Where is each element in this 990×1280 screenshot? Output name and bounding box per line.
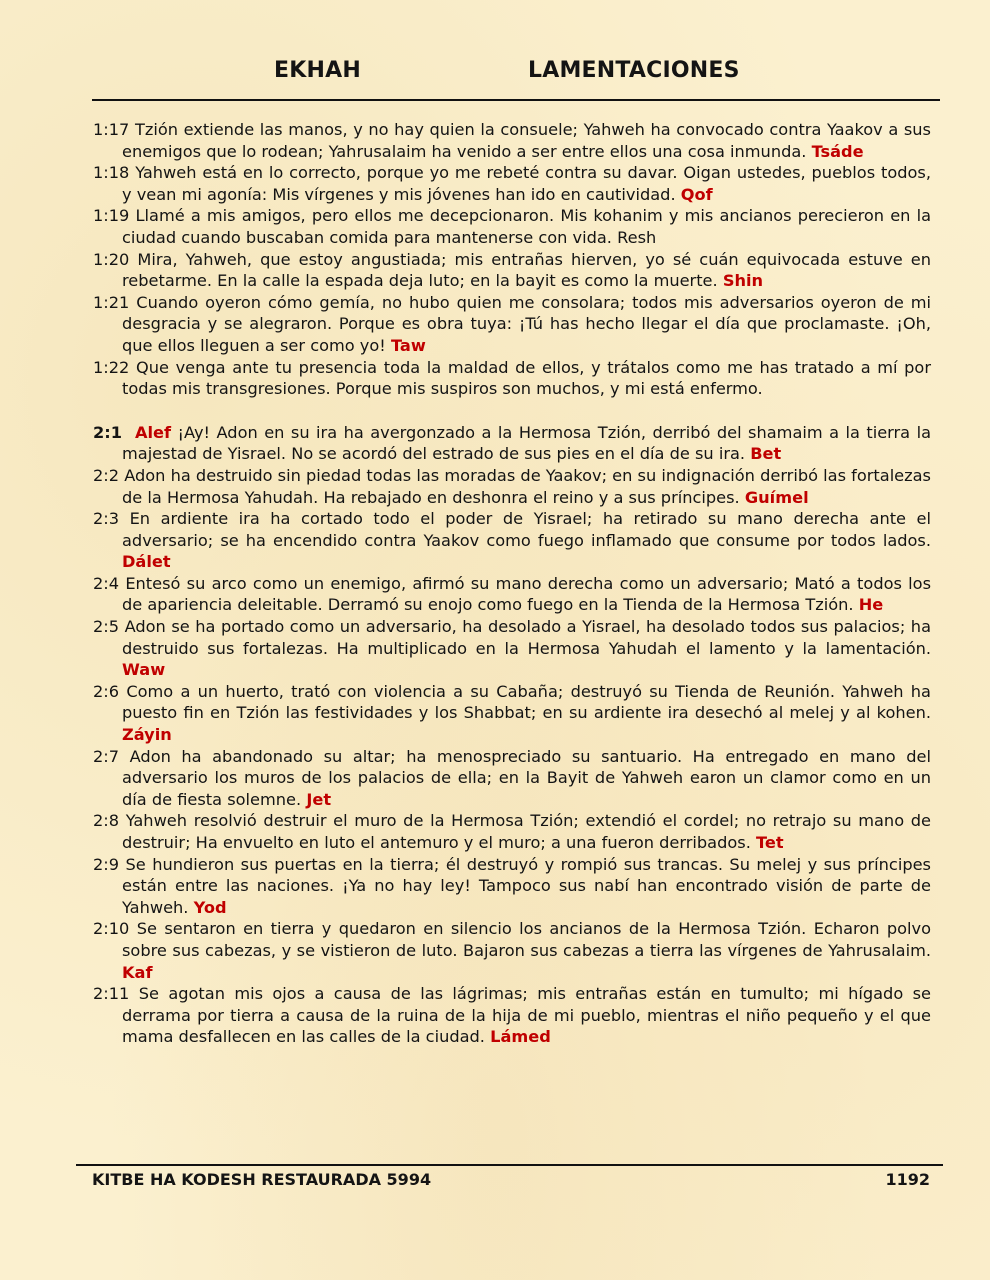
hebrew-letter: He [858,595,884,615]
verse [93,508,931,573]
hebrew-letter: Tsáde [811,141,864,161]
hebrew-letter-opening: Alef [134,422,172,442]
verse-text: Entesó su arco como un enemigo, afirmó su mano derecha como un adversario; Mató a todos los de apariencia deleitable. Derramó su enojo como fuego en la Tienda de la Hermosa Tzión. [122,573,931,615]
verse [93,573,931,616]
footer-rule [76,1164,943,1166]
verse [93,292,931,357]
verse [93,465,931,508]
verse-ref: 2:7 [93,746,120,766]
page-footer [92,1170,930,1194]
footer-book-name: KITBE HA KODESH RESTAURADA 5994 [92,1170,432,1189]
verse-text: Se agotan mis ojos a causa de las lágrimas; mis entrañas están en tumulto; mi hígado se derrama por tierra a causa de la ruina de la hija de mi pueblo, mientras el niño pequeño y el que mama desfallecen en las calles de la ciudad. [122,984,931,1047]
verse [93,249,931,292]
verse-ref: 2:5 [93,617,120,637]
verse [93,616,931,681]
hebrew-letter: Waw [122,660,166,680]
verse-text: Adon ha destruido sin piedad todas las moradas de Yaakov; en su indignación derribó las fortalezas de la Hermosa Yahudah. Ha rebajado en deshonra el reino y a sus príncipes. [122,465,931,507]
hebrew-letter: Shin [722,271,764,291]
verse-text: Mira, Yahweh, que estoy angustiada; mis entrañas hierven, yo sé cuán equivocada estuve en rebetarme. En la calle la espada deja luto; en la bayit es como la muerte. [122,249,931,291]
verse-ref: 2:2 [93,465,120,485]
verse [93,746,931,811]
verse-ref: 2:6 [93,681,120,701]
verse [93,854,931,919]
verse [93,162,931,205]
hebrew-letter: Dálet [122,552,171,572]
hebrew-letter: Qof [680,184,713,204]
verse-ref: 2:1 [93,422,122,442]
verse [93,681,931,746]
verse [93,422,931,465]
verse-text: Que venga ante tu presencia toda la maldad de ellos, y trátalos como me has tratado a mí por todas mis transgresiones. Porque mis suspiros son muchos, y mi está enfermo. [122,357,931,399]
verse-text: Se hundieron sus puertas en la tierra; él destruyó y rompió sus trancas. Su melej y sus príncipes están entre las naciones. ¡Ya no hay ley! Tampoco sus nabí han encontrado visión de parte de Yahweh. [122,854,931,917]
verse-text: Se sentaron en tierra y quedaron en silencio los ancianos de la Hermosa Tzión. Echaron polvo sobre sus cabezas, y se vistieron de luto. Bajaron sus cabezas a tierra las vírgenes de Yahrusalaim. [122,919,931,960]
verse-ref: 1:17 [93,120,130,139]
scripture-text [93,119,931,1048]
verse-ref: 1:20 [93,249,130,269]
verse-ref: 2:3 [93,509,120,529]
verse-text: Adon se ha portado como un adversario, ha desolado a Yisrael, ha desolado todos sus palacios; ha destruido sus fortalezas. Ha multiplicado en la Hermosa Yahudah el lamento y la lamentación. [122,617,931,658]
verse-ref: 1:21 [93,292,130,312]
verse-text: Adon ha abandonado su altar; ha menospreciado su santuario. Ha entregado en mano del adversario los muros de los palacios de ella; en la Bayit de Yahweh earon un clamor como en un día de fiesta solemne. [122,746,931,809]
verse-text: Cuando oyeron cómo gemía, no hubo quien me consolara; todos mis adversarios oyeron de mi desgracia y se alegraron. Porque es obra tuya: ¡Tú has hecho llegar el día que proclamaste. ¡Oh, que ellos lleguen a ser como yo! [122,292,931,355]
verse-text: Tzión extiende las manos, y no hay quien la consuele; Yahweh ha convocado contra Yaakov a sus enemigos que lo rodean; Yahrusalaim ha venido a ser entre ellos una cosa inmunda. [122,120,931,161]
hebrew-letter: Lámed [490,1027,551,1047]
verse [93,357,931,400]
hebrew-letter: Kaf [122,962,153,982]
hebrew-letter: Záyin [122,725,172,745]
verse-text: En ardiente ira ha cortado todo el poder de Yisrael; ha retirado su mano derecha ante el adversario; se ha encendido contra Yaakov como fuego inflamado que consume por todos lados. [122,509,931,550]
verse [93,205,931,248]
verse-ref: 2:11 [93,984,130,1004]
verse [93,810,931,853]
verse [93,119,931,162]
hebrew-letter: Bet [750,444,782,464]
header-rule [92,99,940,101]
verse [93,918,931,983]
hebrew-letter: Jet [306,789,332,809]
verse-ref: 2:9 [93,854,120,874]
verse-ref: 1:18 [93,163,130,183]
header-book-title: EKHAH [274,58,361,83]
verse-text: Yahweh está en lo correcto, porque yo me rebeté contra su davar. Oigan ustedes, pueblos todos, y vean mi agonía: Mis vírgenes y mis jóvenes han ido en cautividad. [122,163,931,204]
verse-ref: 1:19 [93,206,130,226]
hebrew-letter: Tet [756,833,784,852]
verse-ref: 1:22 [93,357,130,377]
page-header [92,58,940,92]
verse-ref: 2:8 [93,811,120,831]
verse [93,983,931,1048]
hebrew-letter: Guímel [744,487,809,507]
verse-text: Llamé a mis amigos, pero ellos me decepcionaron. Mis kohanim y mis ancianos perecieron en la ciudad cuando buscaban comida para mantenerse con vida. Resh [122,206,931,247]
page-number: 1192 [885,1170,930,1189]
header-book-title-spanish: LAMENTACIONES [528,58,740,83]
verse-ref: 2:4 [93,573,120,593]
verse-text: ¡Ay! Adon en su ira ha avergonzado a la Hermosa Tzión, derribó del shamaim a la tierra la majestad de Yisrael. No se acordó del estrado de sus pies en el día de su ira. [122,422,931,464]
chapter-gap [93,400,931,422]
verse-text: Yahweh resolvió destruir el muro de la Hermosa Tzión; extendió el cordel; no retrajo su mano de destruir; Ha envuelto en luto el antemuro y el muro; a una fueron derribados. [122,811,931,852]
verse-ref: 2:10 [93,919,130,939]
hebrew-letter: Yod [193,897,227,917]
hebrew-letter: Taw [390,335,426,355]
verse-text: Como a un huerto, trató con violencia a su Cabaña; destruyó su Tienda de Reunión. Yahweh ha puesto fin en Tzión las festividades y los Shabbat; en su ardiente ira desechó al melej y al kohen. [122,681,931,723]
